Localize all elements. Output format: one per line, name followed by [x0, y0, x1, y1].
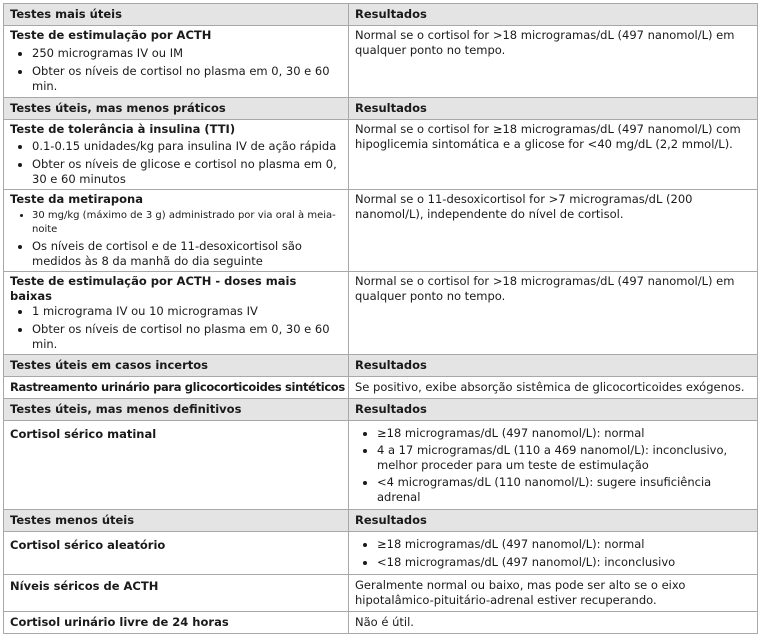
test-title: Teste da metirapona [10, 192, 143, 206]
result-cell: Se positivo, exibe absorção sistêmica de glicocorticoides exógenos. [349, 377, 758, 399]
test-title: Teste de tolerância à insulina (TTI) [10, 122, 236, 136]
table-row [4, 377, 758, 399]
test-bullets [10, 46, 342, 94]
test-bullets [10, 209, 342, 269]
table-row [4, 575, 758, 612]
result-cell: Geralmente normal ou baixo, mas pode ser alto se o eixo hipotalâmico-pituitário-adrenal estiver recuperando. [349, 575, 758, 612]
test-cell [4, 272, 349, 355]
result-cell: Não é útil. [349, 612, 758, 634]
result-cell: Normal se o cortisol for ≥18 microgramas/dL (497 nanomol/L) com hipoglicemia sintomática e a glicose for <40 mg/dL (2,2 mmol/L). [349, 120, 758, 190]
test-title: Cortisol urinário livre de 24 horas [10, 615, 229, 629]
test-cell [4, 377, 349, 399]
result-cell: Normal se o 11-desoxicortisol for >7 microgramas/dL (200 nanomol/L), independente do nível de cortisol. [349, 190, 758, 272]
test-cell [4, 421, 349, 510]
result-bullets [355, 537, 751, 570]
bullet-item: • 250 microgramas IV ou IM [32, 46, 342, 61]
table-row [4, 421, 758, 510]
section-header [4, 399, 758, 421]
section-header [4, 98, 758, 120]
bullet-item: • ≥18 microgramas/dL (497 nanomol/L): normal [377, 537, 751, 552]
result-bullets [355, 426, 751, 505]
bullet-item: • ≥18 microgramas/dL (497 nanomol/L): normal [377, 426, 751, 441]
section-header-tests: Testes mais úteis [4, 4, 349, 26]
bullet-item: • <4 microgramas/dL (110 nanomol/L): sugere insuficiência adrenal [377, 475, 751, 505]
section-header-tests: Testes úteis, mas menos definitivos [4, 399, 349, 421]
section-header-tests: Testes menos úteis [4, 510, 349, 532]
test-cell [4, 575, 349, 612]
bullet-item: • 0.1-0.15 unidades/kg para insulina IV de ação rápida [32, 139, 342, 154]
table-row [4, 272, 758, 355]
bullet-item: • Obter os níveis de cortisol no plasma em 0, 30 e 60 min. [32, 64, 342, 94]
test-title: Cortisol sérico aleatório [10, 538, 166, 552]
test-bullets [10, 304, 342, 352]
table-row [4, 120, 758, 190]
section-header [4, 510, 758, 532]
section-header-results: Resultados [349, 355, 758, 377]
test-title: Rastreamento urinário para glicocorticoides sintéticos [10, 380, 345, 394]
bullet-item: • Obter os níveis de cortisol no plasma em 0, 30 e 60 min. [32, 322, 342, 352]
section-header-tests: Testes úteis, mas menos práticos [4, 98, 349, 120]
section-header-tests: Testes úteis em casos incertos [4, 355, 349, 377]
bullet-item: • Os níveis de cortisol e de 11-desoxicortisol são medidos às 8 da manhã do dia seguinte [32, 239, 342, 269]
table-row [4, 612, 758, 634]
result-cell: Normal se o cortisol for >18 microgramas/dL (497 nanomol/L) em qualquer ponto no tempo. [349, 272, 758, 355]
result-cell [349, 532, 758, 575]
test-title: Teste de estimulação por ACTH [10, 28, 212, 42]
section-header-results: Resultados [349, 4, 758, 26]
test-title: Níveis séricos de ACTH [10, 579, 159, 593]
bullet-item: • <18 microgramas/dL (497 nanomol/L): inconclusivo [377, 555, 751, 570]
table-row [4, 532, 758, 575]
test-cell [4, 532, 349, 575]
test-cell [4, 26, 349, 98]
test-bullets [10, 139, 342, 187]
section-header [4, 355, 758, 377]
table-row [4, 190, 758, 272]
test-cell [4, 190, 349, 272]
section-header [4, 4, 758, 26]
test-cell [4, 120, 349, 190]
test-title: Teste de estimulação por ACTH - doses mais baixas [10, 274, 297, 303]
diagnostic-tests-table [3, 3, 758, 634]
table-row [4, 26, 758, 98]
result-cell: Normal se o cortisol for >18 microgramas/dL (497 nanomol/L) em qualquer ponto no tempo. [349, 26, 758, 98]
section-header-results: Resultados [349, 98, 758, 120]
result-cell [349, 421, 758, 510]
test-cell [4, 612, 349, 634]
section-header-results: Resultados [349, 510, 758, 532]
test-title: Cortisol sérico matinal [10, 427, 157, 441]
bullet-item: • 4 a 17 microgramas/dL (110 a 469 nanomol/L): inconclusivo, melhor proceder para um teste de estimulação [377, 443, 751, 473]
bullet-item: • 1 micrograma IV ou 10 microgramas IV [32, 304, 342, 319]
section-header-results: Resultados [349, 399, 758, 421]
bullet-item: • 30 mg/kg (máximo de 3 g) administrado por via oral à meia-noite [32, 209, 342, 237]
bullet-item: • Obter os níveis de glicose e cortisol no plasma em 0, 30 e 60 minutos [32, 157, 342, 187]
